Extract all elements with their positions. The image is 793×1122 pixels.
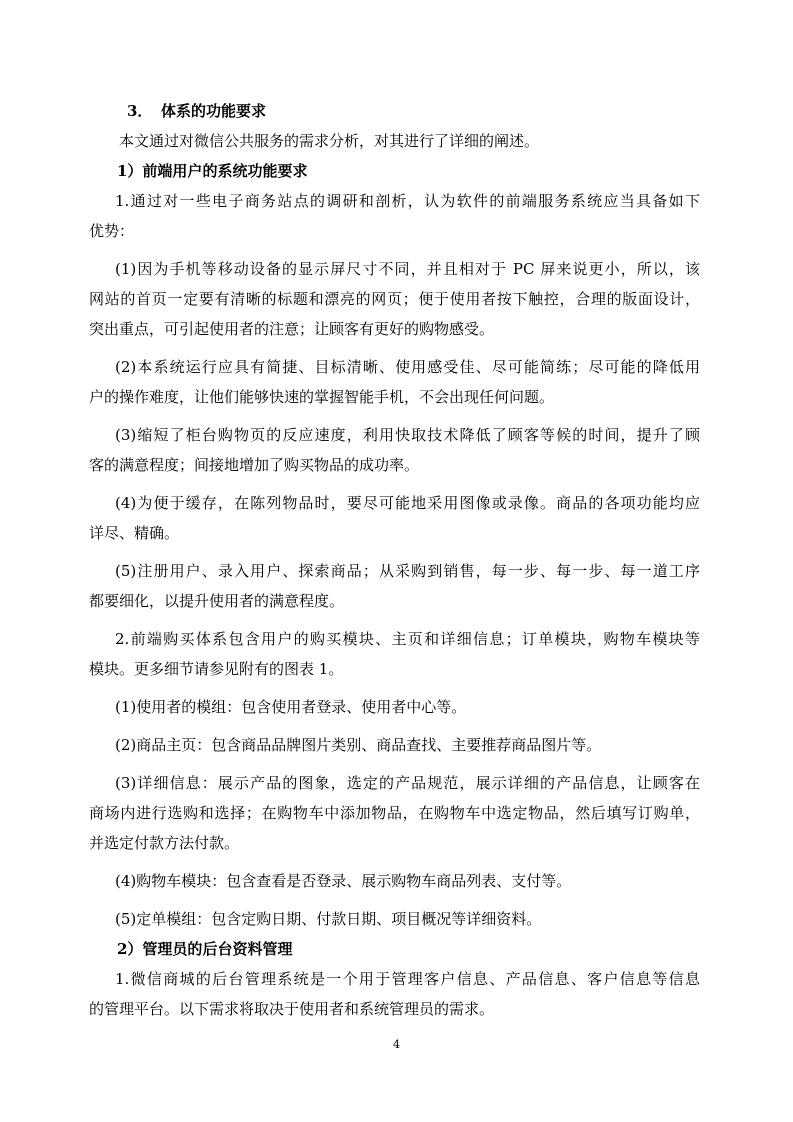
paragraph-line: (3)缩短了柜台购物页的反应速度，利用快取技术降低了顾客等候的时间，提升了顾 [115, 426, 700, 444]
paragraph-line: 都要细化，以提升使用者的满意程度。 [89, 592, 345, 610]
paragraph-line: (3)详细信息：展示产品的图象，选定的产品规范，展示详细的产品信息，让顾客在 [115, 774, 700, 792]
paragraph-line: 的管理平台。以下需求将取决于使用者和系统管理员的需求。 [89, 1000, 495, 1018]
paragraph-line: (4)为便于缓存，在陈列物品时，要尽可能地采用图像或录像。商品的各项功能均应 [115, 494, 700, 512]
section-number: 3． [127, 102, 153, 120]
intro-paragraph: 本文通过对微信公共服务的需求分析，对其进行了详细的阐述。 [119, 132, 540, 150]
list-item [89, 488, 700, 548]
paragraph-line: (1)因为手机等移动设备的显示屏尺寸不同，并且相对于 PC 屏来说更小，所以，该 [115, 260, 700, 278]
paragraph [89, 624, 700, 684]
paragraph-line: 客的满意程度；间接地增加了购买物品的成功率。 [89, 456, 420, 474]
paragraph-line: 2.前端购买体系包含用户的购买模块、主页和详细信息；订单模块，购物车模块等 [115, 630, 700, 648]
list-item [89, 768, 700, 858]
subsection-heading-1: 1）前端用户的系统功能要求 [117, 162, 308, 180]
section-heading [115, 96, 700, 126]
paragraph-line: (5)注册用户、录入用户、探索商品；从采购到销售，每一步、每一步、每一道工序 [115, 562, 700, 580]
paragraph-line: 1.微信商城的后台管理系统是一个用于管理客户信息、产品信息、客户信息等信息 [115, 970, 700, 988]
section-title: 体系的功能要求 [161, 102, 267, 120]
paragraph-line: (4)购物车模块：包含查看是否登录、展示购物车商品列表、支付等。 [115, 872, 572, 890]
paragraph-line: 1.通过对一些电子商务站点的调研和剖析，认为软件的前端服务系统应当具备如下 [115, 192, 700, 210]
paragraph-line: 并选定付款方法付款。 [89, 834, 240, 852]
list-item [89, 420, 700, 480]
list-item [115, 730, 700, 760]
list-item [115, 866, 700, 896]
paragraph-line: (2)本系统运行应具有简捷、目标清晰、使用感受佳、尽可能简练；尽可能的降低用 [115, 358, 700, 376]
paragraph-line: 优势： [89, 222, 135, 240]
list-item [89, 556, 700, 616]
paragraph-line: 网站的首页一定要有清晰的标题和漂亮的网页；便于使用者按下触控，合理的版面设计， [89, 290, 700, 308]
paragraph-line: (1)使用者的模组：包含使用者登录、使用者中心等。 [115, 698, 467, 716]
list-item [115, 904, 700, 934]
list-item [89, 254, 700, 344]
page-number: 4 [393, 1038, 400, 1051]
subsection-heading-2: 2）管理员的后台资料管理 [117, 940, 293, 958]
paragraph-line: 突出重点，可引起使用者的注意；让顾客有更好的购物感受。 [89, 320, 495, 338]
paragraph-line: 户的操作难度，让他们能够快速的掌握智能手机，不会出现任何问题。 [89, 388, 555, 406]
list-item [89, 352, 700, 412]
page-content [89, 96, 700, 1024]
paragraph-line: 商场内进行选购和选择；在购物车中添加物品，在购物车中选定物品，然后填写订购单， [89, 804, 700, 822]
paragraph-line: (2)商品主页：包含商品品牌图片类别、商品查找、主要推荐商品图片等。 [115, 736, 602, 754]
list-item [115, 692, 700, 722]
paragraph-line: (5)定单模组：包含定购日期、付款日期、项目概况等详细资料。 [115, 910, 542, 928]
paragraph-line: 详尽、精确。 [89, 524, 180, 542]
paragraph-line: 模块。更多细节请参见附有的图表 1。 [89, 660, 344, 678]
